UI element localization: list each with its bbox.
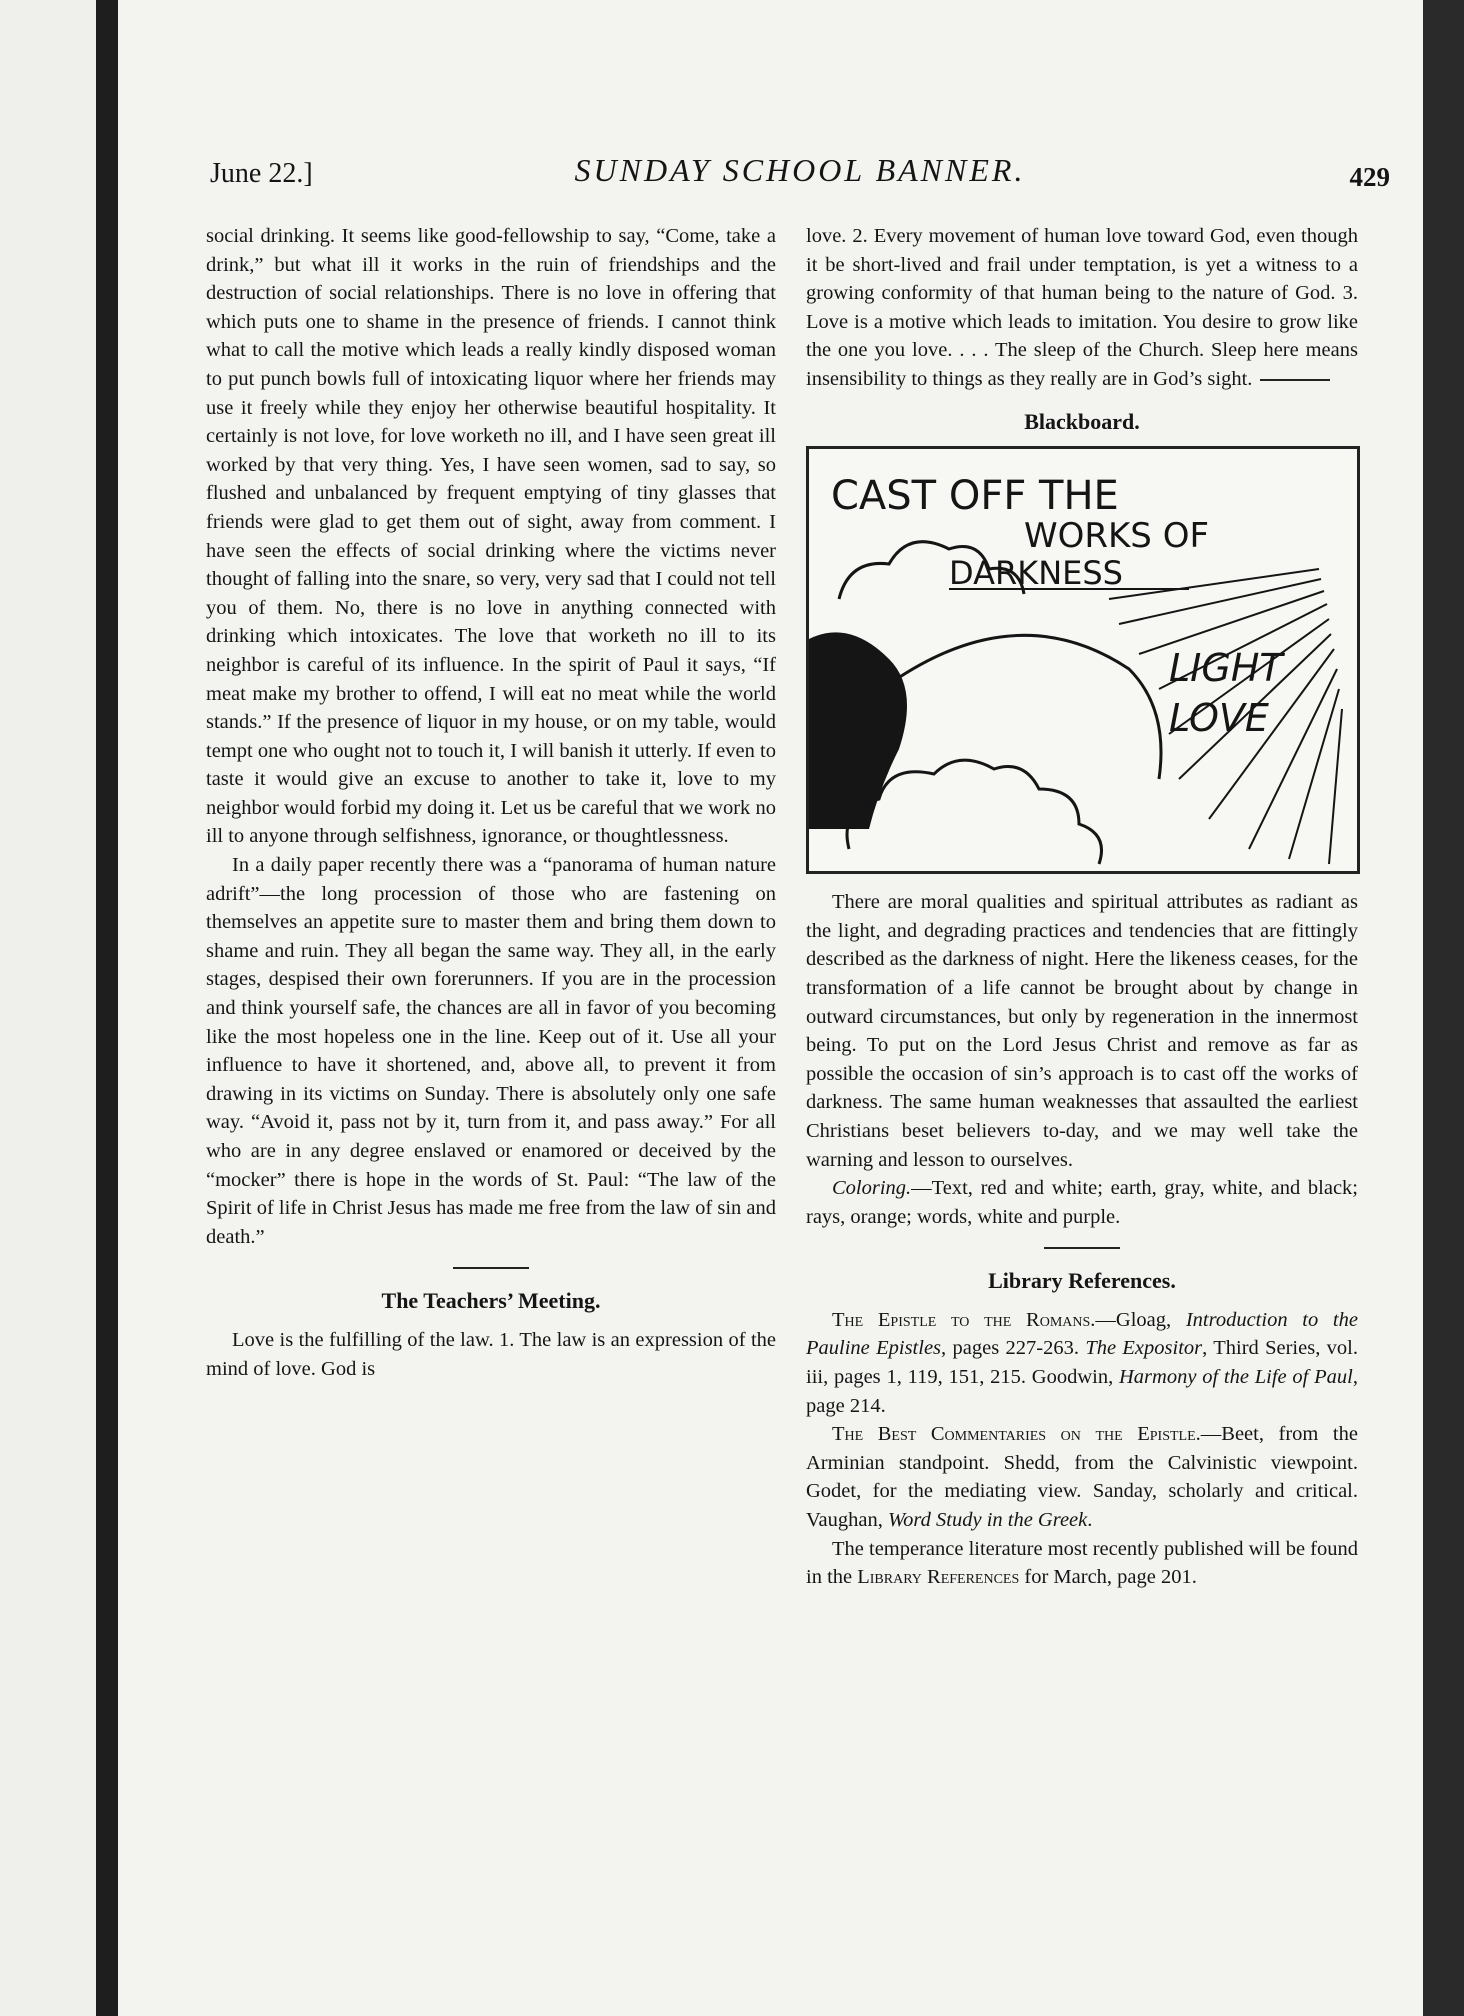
darkness-shading [809,632,907,829]
paragraph: love. 2. Every movement of human love toward God, even though it be short-lived and frail under temptation, is yet a witness to a growing conformity of that human being to the nature of God. 3. Love is a motive which leads to imitation. You desire to grow like the one you love. . . . The sleep of the Church. Sleep here means insensibility to things as they really are in God’s sight. [806,225,1358,390]
paragraph: There are moral qualities and spiritual attributes as radiant as the light, and degrading practices and tendencies that are fittingly described as the darkness of night. Here the likeness ceases, for the transformation of a life cannot be brought about by change in outward circumstances, but only by regeneration in the innermost being. To put on the Lord Jesus Christ and remove as far as possible the occasion of sin’s approach is to cast off the works of darkness. The same human weaknesses that assaulted the earliest Christians beset believers to-day, and we may well take the warning and lesson to ourselves. [806,891,1358,1171]
word-light: LIGHT [1169,646,1283,691]
right-column [806,222,1358,1592]
book-edge [1423,0,1464,2016]
previous-page-edge [0,0,96,2016]
section-heading: Library References. [988,1268,1176,1294]
divider [1044,1247,1120,1249]
paragraph: The Best Commentaries on the Epistle.—Beet, from the Arminian standpoint. Shedd, from the Calvinistic viewpoint. Godet, for the mediating view. Sanday, scholarly and critical. Vaughan, Word Study in the Greek. [806,1423,1358,1532]
paragraph: The temperance literature most recently published will be found in the Library References for March, page 201. [806,1537,1358,1589]
earth-arc [869,635,1161,779]
page-header [210,152,1390,204]
paragraph: Love is the fulfilling of the law. 1. The law is an expression of the mind of love. God is [206,1328,776,1380]
blackboard-illustration [806,446,1360,874]
header-title: SUNDAY SCHOOL BANNER. [574,152,1026,188]
divider [1260,379,1330,381]
blackboard-line-1: CAST OFF THE [831,473,1119,520]
word-love: LOVE [1169,696,1269,741]
section-heading: The Teachers’ Meeting. [381,1288,601,1314]
blackboard-drawing [809,449,1357,871]
left-column [206,222,776,1383]
divider [453,1267,529,1269]
page-number: 429 [1349,162,1390,192]
section-heading: Blackboard. [1024,408,1140,434]
paragraph: In a daily paper recently there was a “panorama of human nature adrift”—the long procession of those who are fastening on themselves an appetite sure to master them and bring them down to shame and ruin. They all began the same way. They all, in the early stages, despised their own forerunners. If you are in the procession and think yourself safe, the chances are all in favor of you becoming like the most hopeless one in the line. Keep out of it. Use all your influence to have it shortened, and, above all, to prevent it from drawing in its victims on Sunday. There is absolutely only one safe way. “Avoid it, pass not by it, turn from it, and pass away.” For all who are in any degree enslaved or enamored or deceived by the “mocker” there is hope in the words of St. Paul: “The law of the Spirit of life in Christ Jesus has made me free from the law of sin and death.” [206,854,776,1248]
paragraph: social drinking. It seems like good-fellowship to say, “Come, take a drink,” but what ill it works in the ruin of friendships and the destruction of social relationships. There is no love in offering that which puts one to shame in the presence of friends. I cannot think what to call the motive which leads a really kindly disposed woman to put punch bowls full of intoxicating liquor where her friends may use it freely while they enjoy her otherwise beautiful hospitality. It certainly is not love, for love worketh no ill, and I have seen great ill worked by that very thing. Yes, I have seen women, sad to say, so flushed and unbalanced by frequent emptying of tiny glasses that friends were glad to get them out of sight, away from comment. I have seen the effects of social drinking where the victims never thought of falling into the snare, so very, very sad that I could not tell you of them. No, there is no love in anything connected with drinking which intoxicates. The love that worketh no ill to its neighbor is careful of its influence. In the spirit of Paul it says, “If meat make my brother to offend, I will eat no meat while the world stands.” If the presence of liquor in my house, or on my table, would tempt one who ought not to touch it, I will banish it utterly. If even to taste it would give an excuse to another to take it, love to my neighbor would forbid my doing it. Let us be careful that we work no ill to anyone through selfishness, ignorance, or thoughtlessness. [206,225,776,848]
paragraph: Coloring.—Text, red and white; earth, gray, white, and black; rays, orange; words, white and purple. [806,1177,1358,1228]
blackboard-line-3: DARKNESS [949,554,1123,593]
blackboard-line-2: WORKS OF [1024,516,1210,557]
paragraph: The Epistle to the Romans.—Gloag, Introduction to the Pauline Epistles, pages 227-263. The Expositor, Third Series, vol. iii, pages 1, 119, 151, 215. Goodwin, Harmony of the Life of Paul, page 214. [806,1308,1358,1417]
header-date: June 22.] [210,158,313,189]
page [118,0,1423,2016]
